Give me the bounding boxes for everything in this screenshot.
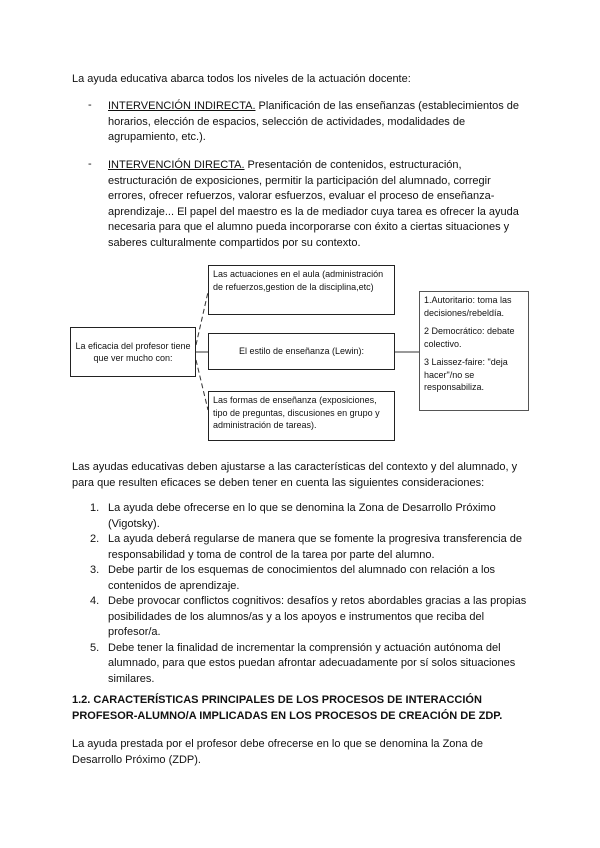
style-autoritario: 1.Autoritario: toma las decisiones/rebeldía. (424, 295, 512, 318)
list-item: 3. Debe partir de los esquemas de conocimientos del alumnado con relación a los contenidos de aprendizaje. (90, 564, 496, 592)
style-laissez-faire: 3 Laissez-faire: "deja hacer"/no se responsabiliza. (424, 357, 508, 392)
list-item: 2. La ayuda deberá regularse de manera que se fomente la progresiva transferencia de responsabilidad y toma de control de la tarea por parte del alumno. (90, 533, 522, 561)
section-heading: 1.2. CARACTERÍSTICAS PRINCIPALES DE LOS PROCESOS DE INTERACCIÓN PROFESOR-ALUMNO/A IMPLICADAS EN LOS PROCESOS DE CREACIÓN DE ZDP. (72, 694, 503, 722)
bullet-label: INTERVENCIÓN DIRECTA. (108, 159, 245, 171)
list-item: 5. Debe tener la finalidad de incrementar la comprensión y actuación autónoma del alumnado, para que estos puedan afrontar adecuadamente por sí solos situaciones similares. (90, 641, 516, 685)
connector-top (196, 292, 208, 345)
bullet-dash: - (88, 99, 92, 111)
considerations-intro: Las ayudas educativas deben ajustarse a las características del contexto y del alumnado, y para que resulten eficaces se deben tener en cuenta las siguientes consideraciones: (72, 461, 518, 489)
style-democratico: 2 Democrático: debate colectivo. (424, 326, 515, 349)
diagram-branch-estilo: El estilo de enseñanza (Lewin): (208, 333, 395, 370)
considerations-list (90, 501, 530, 687)
diagram-branch-actuaciones: Las actuaciones en el aula (administración de refuerzos,gestion de la disciplina,etc) (208, 265, 395, 315)
bullet-dash: - (88, 158, 92, 170)
zdp-paragraph: La ayuda prestada por el profesor debe ofrecerse en lo que se denomina la Zona de Desarrollo Próximo (ZDP). (72, 738, 483, 766)
list-item: 1. La ayuda debe ofrecerse en lo que se denomina la Zona de Desarrollo Próximo (Vigotsky). (90, 502, 496, 530)
bullet-label: INTERVENCIÓN INDIRECTA. (108, 100, 256, 112)
bullet-direct (108, 158, 528, 251)
list-item: 4. Debe provocar conflictos cognitivos: desafíos y retos abordables gracias a las propias posibilidades de los alumnos/as y a los apoyos e instrumentos que reciba del profesor/a. (90, 595, 527, 638)
diagram-branch-formas: Las formas de enseñanza (exposiciones, tipo de preguntas, discusiones en grupo y administración de tareas). (208, 391, 395, 441)
bullet-text: Planificación de las enseñanzas (establecimientos de horarios, elección de espacios, selección de actividades, modalidades de agrupamiento, etc.). (108, 100, 520, 143)
connector-bot (196, 360, 208, 410)
diagram-root-box: La eficacia del profesor tiene que ver mucho con: (70, 327, 196, 377)
intro-paragraph: La ayuda educativa abarca todos los niveles de la actuación docente: (72, 73, 411, 85)
diagram-styles-box (419, 291, 529, 411)
bullet-text: Presentación de contenidos, estructuración, estructuración de exposiciones, permitir la participación del alumnado, corregir errores, ofrecer refuerzos, valorar esfuerzos, evaluar el proceso de enseñanza-aprendizaje... El papel del maestro es la de mediador cuya tarea es ofrecer la ayuda necesaria para que el alumno pueda incorporarse con éxito a ciertas situaciones y saberes culturalmente compartidos por su contexto. (108, 159, 519, 249)
bullet-indirect (108, 99, 528, 146)
